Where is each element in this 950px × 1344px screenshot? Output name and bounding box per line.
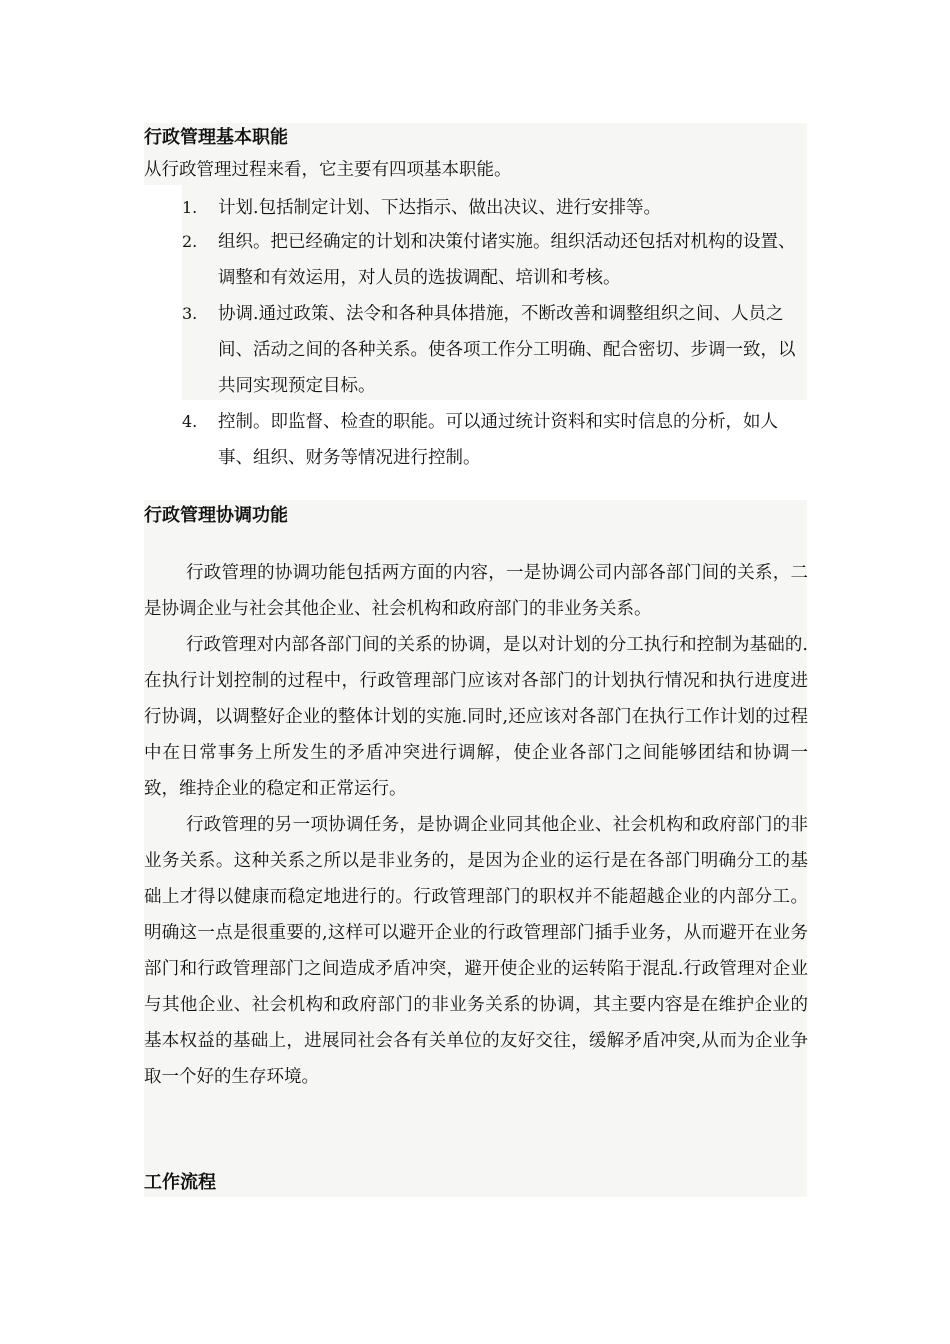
list-item-number: 2. <box>182 232 198 251</box>
list-item-number: 4. <box>182 412 198 431</box>
list-item-text: 控制。即监督、检查的职能。可以通过统计资料和实时信息的分析，如人事、组织、财务等情况进行控制。 <box>218 412 778 468</box>
section-heading-workflow: 工作流程 <box>144 1172 216 1193</box>
list-item-number: 1. <box>182 198 198 217</box>
section-heading-coordination: 行政管理协调功能 <box>144 505 288 526</box>
list-item-number: 3. <box>182 304 198 323</box>
body-paragraph: 行政管理的协调功能包括两方面的内容，一是协调公司内部各部门间的关系，二是协调企业与社会其他企业、社会机构和政府部门的非业务关系。 <box>144 563 808 619</box>
body-paragraph: 行政管理的另一项协调任务，是协调企业同其他企业、社会机构和政府部门的非业务关系。这种关系之所以是非业务的，是因为企业的运行是在各部门明确分工的基础上才得以健康而稳定地进行的。行政管理部门的职权并不能超越企业的内部分工。明确这一点是很重要的,这样可以避开企业的行政管理部门插手业务，从而避开在业务部门和行政管理部门之间造成矛盾冲突，避开使企业的运转陷于混乱.行政管理对企业与其他企业、社会机构和政府部门的非业务关系的协调，其主要内容是在维护企业的基本权益的基础上，进展同社会各有关单位的友好交往，缓解矛盾冲突,从而为企业争取一个好的生存环境。 <box>144 815 808 1087</box>
section-intro: 从行政管理过程来看，它主要有四项基本职能。 <box>144 160 512 180</box>
list-item-text: 计划.包括制定计划、下达指示、做出决议、进行安排等。 <box>218 198 662 218</box>
list-item-text: 协调.通过政策、法令和各种具体措施，不断改善和调整组织之间、人员之间、活动之间的各种关系。使各项工作分工明确、配合密切、步调一致，以共同实现预定目标。 <box>218 304 796 396</box>
section-heading-basic-functions: 行政管理基本职能 <box>144 127 288 148</box>
list-item-text: 组织。把已经确定的计划和决策付诸实施。组织活动还包括对机构的设置、调整和有效运用，对人员的选拔调配、培训和考核。 <box>218 232 796 288</box>
body-paragraph: 行政管理对内部各部门间的关系的协调，是以对计划的分工执行和控制为基础的.在执行计划控制的过程中，行政管理部门应该对各部门的计划执行情况和执行进度进行协调，以调整好企业的整体计划的实施.同时,还应该对各部门在执行工作计划的过程中在日常事务上所发生的矛盾冲突进行调解，使企业各部门之间能够团结和协调一致，维持企业的稳定和正常运行。 <box>144 635 808 799</box>
